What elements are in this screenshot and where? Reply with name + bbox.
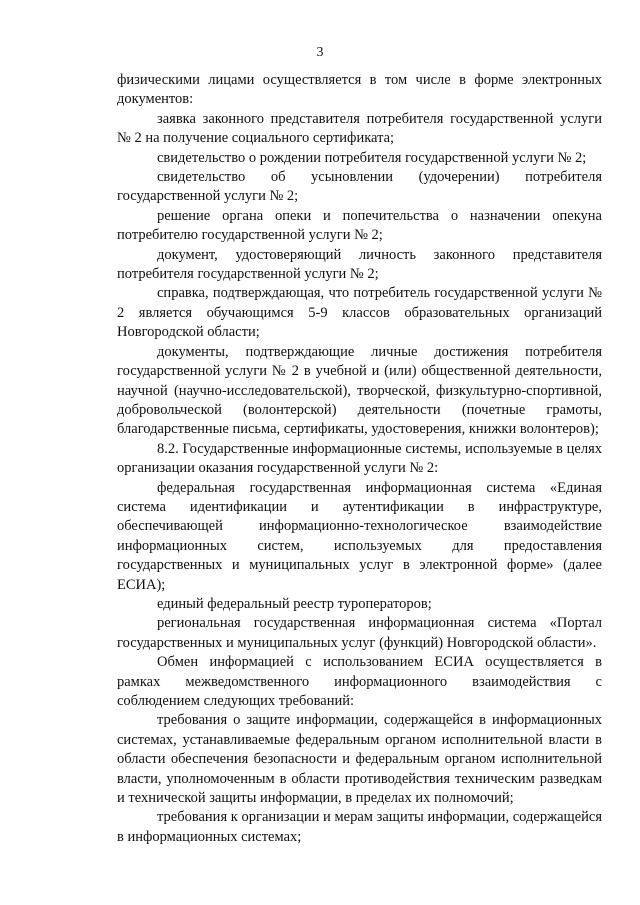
document-body [117, 71, 602, 847]
paragraph: физическими лицами осуществляется в том числе в форме электронных документов: [117, 72, 602, 108]
paragraph: решение органа опеки и попечительства о назначении опекуна потребителю государственной услуги № 2; [117, 207, 602, 244]
paragraph: 8.2. Государственные информационные системы, используемые в целях организации оказания государственной услуги № 2: [117, 440, 602, 477]
page-number: 3 [316, 45, 324, 60]
paragraph: единый федеральный реестр туроператоров; [157, 595, 432, 612]
paragraph: требования к организации и мерам защиты информации, содержащейся в информационных системах; [117, 809, 602, 845]
paragraph: документы, подтверждающие личные достижения потребителя государственной услуги № 2 в учебной и (или) общественной деятельности, научной (научно-исследовательской), творческой, физкультурно-спортивной, добровольческой (волонтерской) деятельности (почетные грамоты, благодарственные письма, сертификаты, удостоверения, книжки волонтеров); [117, 343, 602, 438]
paragraph: свидетельство об усыновлении (удочерении) потребителя государственной услуги № 2; [117, 169, 602, 205]
paragraph: свидетельство о рождении потребителя государственной услуги № 2; [157, 149, 587, 166]
paragraph: документ, удостоверяющий личность законного представителя потребителя государственной услуги № 2; [117, 246, 602, 283]
paragraph: требования о защите информации, содержащейся в информационных системах, устанавливаемые федеральным органом исполнительной власти в области обеспечения безопасности и федеральным органом исполнительной власти, уполномоченным в области противодействия техническим разведкам и технической защиты информации, в пределах их полномочий; [117, 712, 602, 807]
paragraph: федеральная государственная информационная система «Единая система идентификации и аутентификации в инфраструктуре, обеспечивающей информационно-технологическое взаимодействие информационных систем, используемых для предоставления государственных и муниципальных услуг в электронной форме» (далее ЕСИА); [117, 479, 602, 593]
paragraph: региональная государственная информационная система «Портал государственных и муниципальных услуг (функций) Новгородской области». [117, 615, 602, 651]
paragraph: заявка законного представителя потребителя государственной услуги № 2 на получение социального сертификата; [117, 110, 602, 147]
paragraph: справка, подтверждающая, что потребитель государственной услуги № 2 является обучающимся 5-9 классов образовательных организаций Новгородской области; [117, 285, 602, 341]
paragraph: Обмен информацией с использованием ЕСИА осуществляется в рамках межведомственного информационного взаимодействия с соблюдением следующих требований: [117, 654, 602, 709]
